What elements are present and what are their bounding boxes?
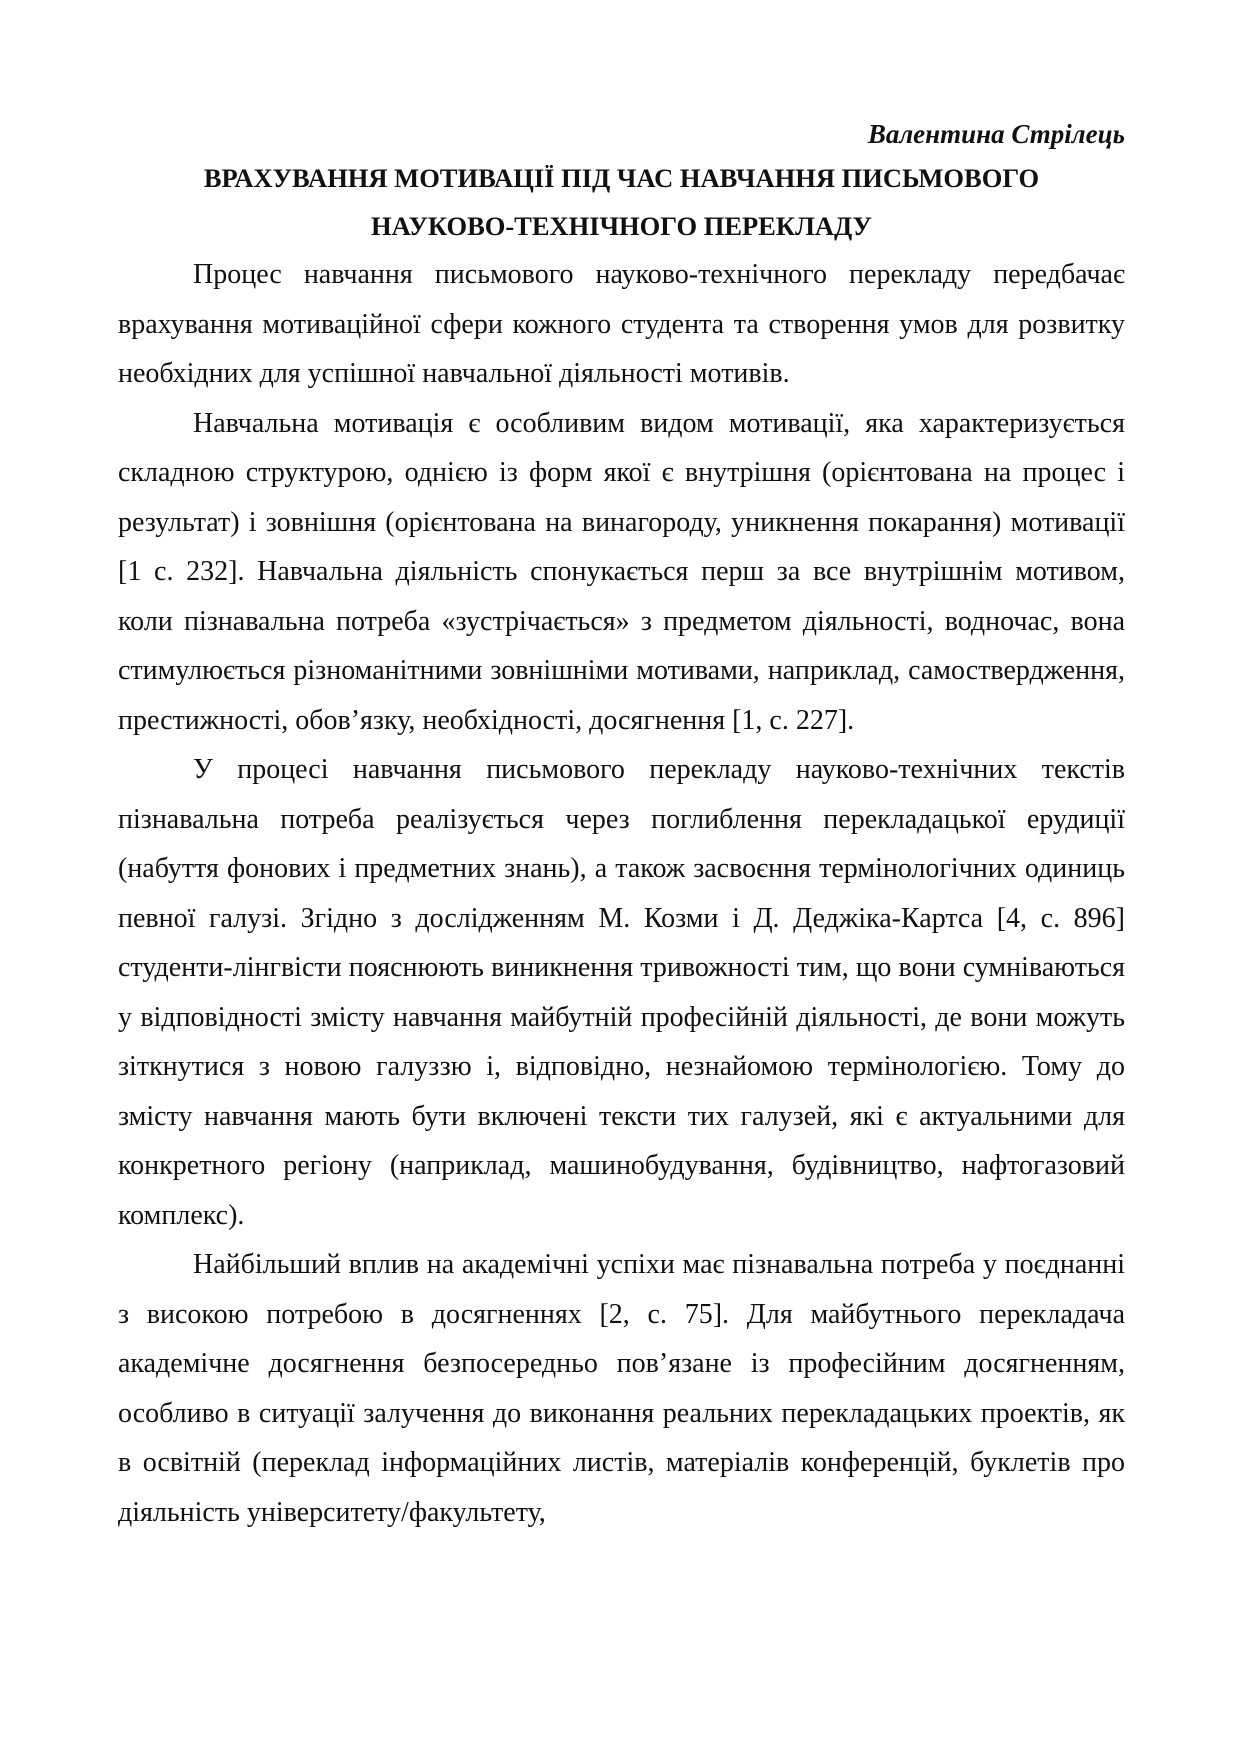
article-title-line-1: ВРАХУВАННЯ МОТИВАЦІЇ ПІД ЧАС НАВЧАННЯ ПИСЬМОВОГО (203, 163, 1040, 193)
paragraph-4: Найбільший вплив на академічні успіхи має пізнавальна потреба у поєднанні з високою потребою в досягненнях [2, с. 75]. Для майбутнього перекладача академічне досягнення безпосередньо пов’язане із професійним досягненням, особливо в ситуації залучення до виконання реальних перекладацьких проектів, як в освітній (переклад інформаційних листів, матеріалів конференцій, буклетів про діяльність університету/факультету, (118, 1249, 1125, 1528)
author-name: Валентина Стрілець (867, 119, 1125, 149)
paragraph-2: Навчальна мотивація є особливим видом мотивації, яка характеризується складною структурою, однією із форм якої є внутрішня (орієнтована на процес і результат) і зовнішня (орієнтована на винагороду, уникнення покарання) мотивації [1 с. 232]. Навчальна діяльність спонукається перш за все внутрішнім мотивом, коли пізнавальна потреба «зустрічається» з предметом діяльності, водночас, вона стимулюється різноманітними зовнішніми мотивами, наприклад, самоствердження, престижності, обов’язку, необхідності, досягнення [1, с. 227]. (118, 407, 1125, 736)
article-title-line-2: НАУКОВО-ТЕХНІЧНОГО ПЕРЕКЛАДУ (371, 211, 872, 241)
paragraph-3: У процесі навчання письмового перекладу науково-технічних текстів пізнавальна потреба реалізується через поглиблення перекладацької ерудиції (набуття фонових і предметних знань), а також засвоєння термінологічних одиниць певної галузі. Згідно з дослідженням М. Козми і Д. Деджіка-Картса [4, с. 896] студенти-лінгвісти пояснюють виникнення тривожності тим, що вони сумніваються у відповідності змісту навчання майбутній професійній діяльності, де вони можуть зіткнутися з новою галуззю і, відповідно, незнайомою термінологією. Тому до змісту навчання мають бути включені тексти тих галузей, які є актуальними для конкретного регіону (наприклад, машинобудування, будівництво, нафтогазовий комплекс). (118, 754, 1125, 1231)
document-page (118, 118, 1125, 1537)
paragraph-1: Процес навчання письмового науково-технічного перекладу передбачає врахування мотиваційної сфери кожного студента та створення умов для розвитку необхідних для успішної навчальної діяльності мотивів. (118, 259, 1125, 389)
